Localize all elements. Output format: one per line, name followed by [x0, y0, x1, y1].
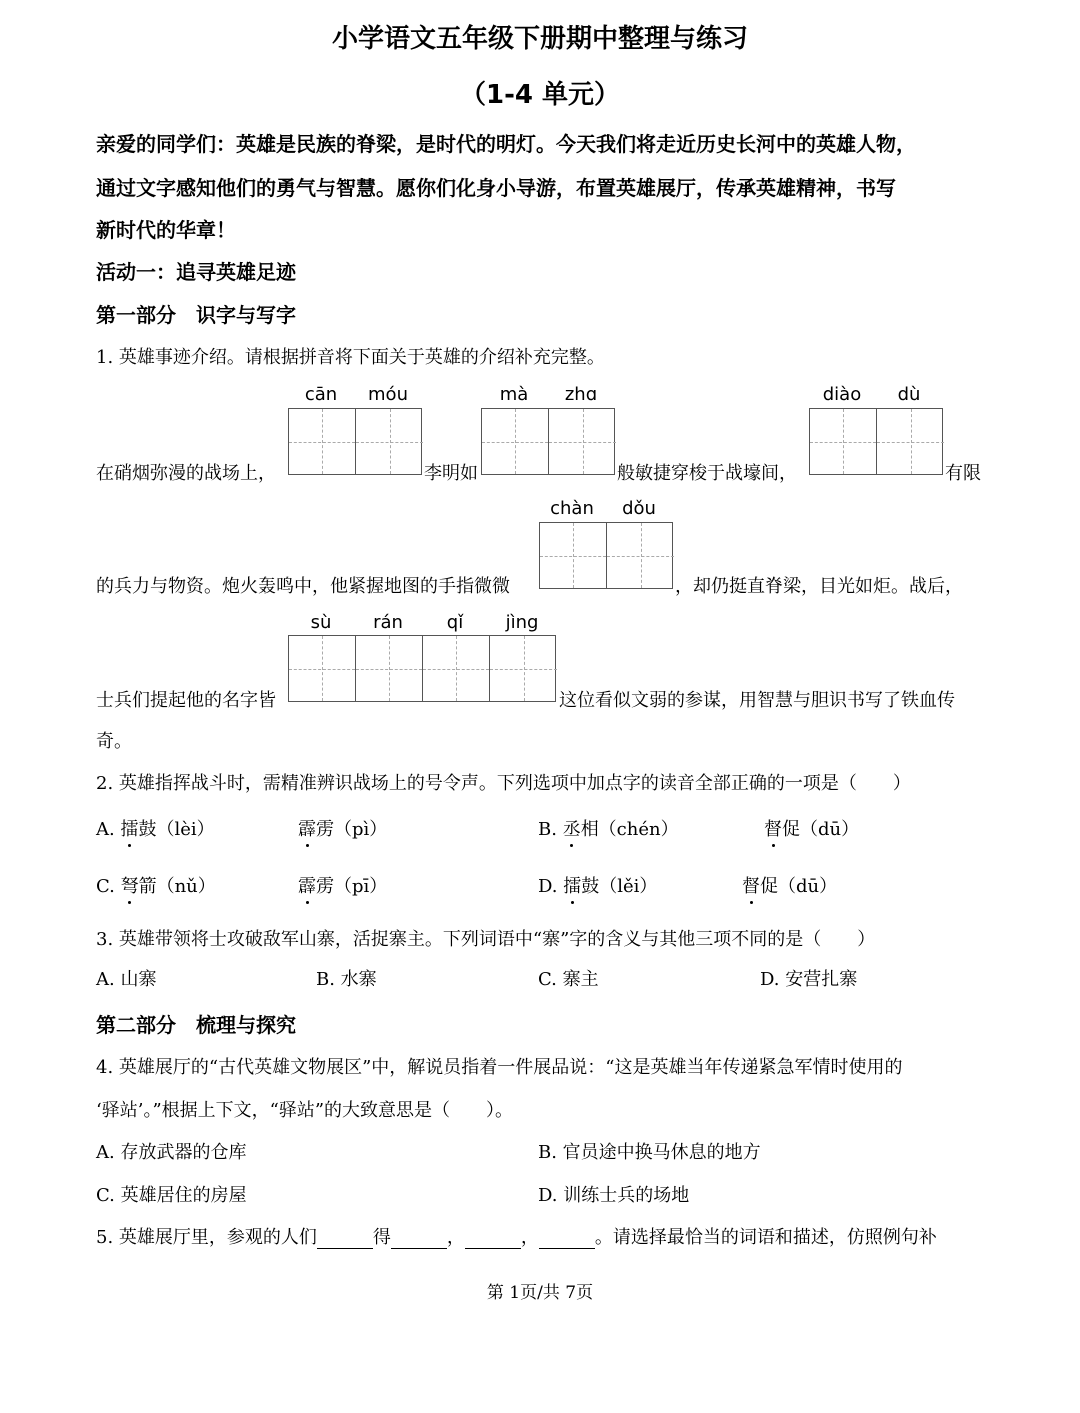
- pinyin-mou: móu: [368, 384, 408, 405]
- q1-text-seg3: 般敏捷穿梭于战壕间，: [617, 463, 797, 484]
- part1-heading: 第一部分 识字与写字: [96, 303, 296, 327]
- q2-option-a[interactable]: A. 擂鼓（lèi）: [96, 815, 215, 841]
- q2-option-d-word2: 督促（dū）: [742, 872, 837, 898]
- answer-grid-mazha[interactable]: [481, 408, 615, 475]
- intro-line-1: 亲爱的同学们：英雄是民族的脊梁，是时代的明灯。今天我们将走近历史长河中的英雄人物，: [96, 132, 916, 156]
- q1-text-seg2: 李明如: [424, 463, 478, 484]
- q4-option-c[interactable]: C. 英雄居住的房屋: [96, 1185, 247, 1206]
- page-title: 小学语文五年级下册期中整理与练习: [331, 24, 748, 54]
- q1-text-seg4: 有限: [945, 463, 981, 484]
- q3-option-d[interactable]: D. 安营扎寨: [760, 969, 858, 990]
- pinyin-ma: mà: [499, 384, 529, 405]
- answer-grid-diaodu[interactable]: [809, 408, 943, 475]
- q2-option-b[interactable]: B. 丞相（chén）: [538, 815, 679, 841]
- pinyin-ran: rán: [373, 612, 403, 633]
- q1-stem: 1. 英雄事迹介绍。请根据拼音将下面关于英雄的介绍补充完整。: [96, 347, 605, 368]
- q4-stem-line2: ‘驿站’。”根据上下文，“驿站”的大致意思是（ ）。: [96, 1100, 514, 1121]
- intro-line-2: 通过文字感知他们的勇气与智慧。愿你们化身小导游，布置英雄展厅，传承英雄精神，书写: [96, 176, 896, 200]
- q5-stem: 5. 英雄展厅里，参观的人们 得 ， ， 。请选择最恰当的词语和描述，仿照例句补: [96, 1227, 937, 1248]
- q2-option-a-word2: 霹雳（pì）: [298, 815, 387, 841]
- q4-option-b[interactable]: B. 官员途中换马休息的地方: [538, 1142, 761, 1163]
- q1-text-seg8: 这位看似文弱的参谋，用智慧与胆识书写了铁血传: [559, 690, 955, 711]
- q2-stem: 2. 英雄指挥战斗时，需精准辨识战场上的号令声。下列选项中加点字的读音全部正确的一项是（ ）: [96, 773, 911, 794]
- page-footer: 第 1页/共 7页: [486, 1283, 594, 1303]
- pinyin-su: sù: [310, 612, 332, 633]
- q1-text-seg6: ，却仍挺直脊梁，目光如炬。战后，: [675, 576, 963, 597]
- pinyin-du: dù: [897, 384, 921, 405]
- q3-option-c[interactable]: C. 寨主: [538, 969, 599, 990]
- q1-text-seg7: 士兵们提起他的名字皆: [96, 690, 276, 711]
- q5-blank-3[interactable]: [465, 1230, 521, 1249]
- intro-line-3: 新时代的华章！: [96, 218, 236, 242]
- q4-option-d[interactable]: D. 训练士兵的场地: [538, 1185, 690, 1206]
- q3-stem: 3. 英雄带领将士攻破敌军山寨，活捉寨主。下列词语中“寨”字的含义与其他三项不同的是（ ）: [96, 929, 876, 950]
- q5-blank-2[interactable]: [391, 1230, 447, 1249]
- answer-grid-suranqijing[interactable]: [288, 635, 556, 702]
- pinyin-can: cān: [304, 384, 338, 405]
- pinyin-diao: diào: [822, 384, 862, 405]
- q2-option-c[interactable]: C. 弩箭（nǔ）: [96, 872, 216, 898]
- page-subtitle: （1-4 单元）: [459, 80, 621, 110]
- activity-heading: 活动一：追寻英雄足迹: [96, 260, 296, 284]
- pinyin-zha: zhɑ: [564, 384, 598, 405]
- q1-text-seg9: 奇。: [96, 731, 132, 752]
- pinyin-jing: jìng: [505, 612, 539, 633]
- q2-option-c-word2: 霹雳（pī）: [298, 872, 387, 898]
- part2-heading: 第二部分 梳理与探究: [96, 1013, 296, 1037]
- q1-text-seg1: 在硝烟弥漫的战场上，: [96, 463, 276, 484]
- q3-option-a[interactable]: A. 山寨: [96, 969, 157, 990]
- q4-option-a[interactable]: A. 存放武器的仓库: [96, 1142, 247, 1163]
- pinyin-dou: dǒu: [622, 498, 656, 519]
- q2-option-b-word2: 督促（dū）: [764, 815, 859, 841]
- q3-option-b[interactable]: B. 水寨: [316, 969, 377, 990]
- pinyin-qi: qǐ: [446, 612, 464, 633]
- q4-stem-line1: 4. 英雄展厅的“古代英雄文物展区”中，解说员指着一件展品说：“这是英雄当年传递紧急军情时使用的: [96, 1057, 903, 1078]
- answer-grid-canmou[interactable]: [288, 408, 422, 475]
- q2-option-d[interactable]: D. 擂鼓（lěi）: [538, 872, 657, 898]
- q1-text-seg5: 的兵力与物资。炮火轰鸣中，他紧握地图的手指微微: [96, 576, 510, 597]
- q5-blank-4[interactable]: [539, 1230, 595, 1249]
- q5-blank-1[interactable]: [317, 1230, 373, 1249]
- answer-grid-chandou[interactable]: [539, 522, 673, 589]
- pinyin-chan: chàn: [550, 498, 594, 519]
